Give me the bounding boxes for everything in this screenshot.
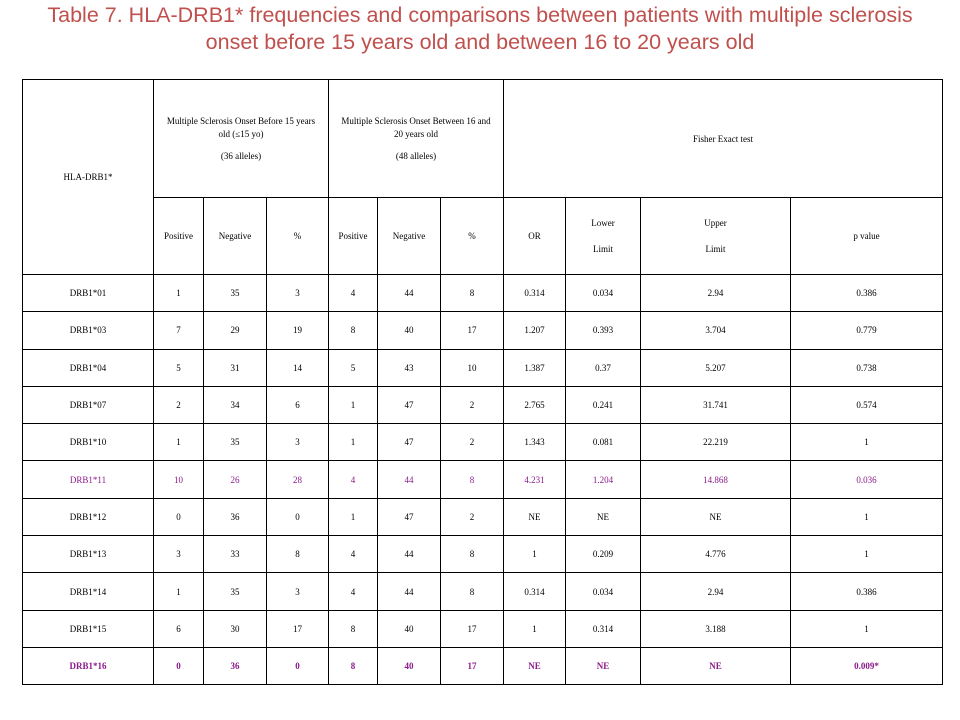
cell-positive-2: 5 — [329, 349, 378, 386]
header-negative-1: Negative — [204, 198, 267, 275]
cell-percent-2: 8 — [441, 275, 504, 312]
cell-allele: DRB1*07 — [23, 386, 154, 423]
cell-positive-2: 4 — [329, 573, 378, 610]
cell-percent-2: 17 — [441, 647, 504, 684]
cell-negative-1: 31 — [204, 349, 267, 386]
cell-negative-1: 34 — [204, 386, 267, 423]
cell-positive-1: 6 — [154, 610, 204, 647]
cell-p-value: 1 — [791, 610, 943, 647]
cell-lower-limit: 0.209 — [566, 536, 641, 573]
header-hla: HLA-DRB1* — [23, 80, 154, 275]
table-row — [23, 573, 943, 610]
cell-positive-2: 8 — [329, 610, 378, 647]
table-body — [23, 275, 943, 685]
cell-negative-2: 44 — [378, 461, 441, 498]
cell-percent-1: 14 — [267, 349, 329, 386]
group2-line3: (48 alleles) — [395, 150, 437, 161]
cell-p-value: 1 — [791, 498, 943, 535]
header-percent-2: % — [441, 198, 504, 275]
cell-or: 2.765 — [504, 386, 566, 423]
upper-limit-line1: Upper — [704, 217, 727, 228]
cell-percent-2: 8 — [441, 461, 504, 498]
cell-or: 1.207 — [504, 312, 566, 349]
table-row — [23, 536, 943, 573]
cell-negative-2: 47 — [378, 498, 441, 535]
cell-lower-limit: 0.241 — [566, 386, 641, 423]
cell-lower-limit: 0.393 — [566, 312, 641, 349]
header-lower-limit — [566, 198, 641, 275]
cell-negative-2: 40 — [378, 610, 441, 647]
cell-or: NE — [504, 647, 566, 684]
cell-allele: DRB1*11 — [23, 461, 154, 498]
cell-lower-limit: 0.37 — [566, 349, 641, 386]
header-group-16-to-20 — [329, 80, 504, 198]
cell-percent-2: 8 — [441, 573, 504, 610]
cell-p-value: 0.036 — [791, 461, 943, 498]
cell-negative-1: 30 — [204, 610, 267, 647]
cell-negative-2: 44 — [378, 536, 441, 573]
header-percent-1: % — [267, 198, 329, 275]
cell-negative-1: 35 — [204, 424, 267, 461]
cell-lower-limit: 0.081 — [566, 424, 641, 461]
cell-upper-limit: 14.868 — [641, 461, 791, 498]
cell-positive-1: 1 — [154, 275, 204, 312]
cell-negative-2: 44 — [378, 573, 441, 610]
cell-positive-1: 2 — [154, 386, 204, 423]
cell-percent-1: 19 — [267, 312, 329, 349]
cell-p-value: 0.009* — [791, 647, 943, 684]
cell-positive-1: 1 — [154, 424, 204, 461]
cell-upper-limit: 5.207 — [641, 349, 791, 386]
cell-positive-2: 4 — [329, 275, 378, 312]
cell-negative-1: 36 — [204, 498, 267, 535]
header-positive-2: Positive — [329, 198, 378, 275]
cell-negative-1: 26 — [204, 461, 267, 498]
cell-allele: DRB1*15 — [23, 610, 154, 647]
cell-upper-limit: 2.94 — [641, 275, 791, 312]
cell-p-value: 1 — [791, 424, 943, 461]
title-line-1: Table 7. HLA-DRB1* frequencies and comparisons between patients with multiple sclerosis — [47, 3, 913, 27]
cell-positive-2: 8 — [329, 647, 378, 684]
cell-p-value: 1 — [791, 536, 943, 573]
header-fisher-exact-test: Fisher Exact test — [504, 80, 943, 198]
cell-or: 0.314 — [504, 573, 566, 610]
group1-line3: (36 alleles) — [220, 150, 262, 161]
cell-or: NE — [504, 498, 566, 535]
cell-percent-2: 2 — [441, 386, 504, 423]
cell-allele: DRB1*01 — [23, 275, 154, 312]
header-upper-limit — [641, 198, 791, 275]
cell-negative-1: 35 — [204, 275, 267, 312]
cell-p-value: 0.386 — [791, 275, 943, 312]
cell-allele: DRB1*03 — [23, 312, 154, 349]
cell-positive-2: 8 — [329, 312, 378, 349]
cell-allele: DRB1*16 — [23, 647, 154, 684]
cell-p-value: 0.386 — [791, 573, 943, 610]
cell-allele: DRB1*10 — [23, 424, 154, 461]
table-row — [23, 647, 943, 684]
table-row — [23, 498, 943, 535]
table-row — [23, 461, 943, 498]
cell-positive-2: 4 — [329, 461, 378, 498]
cell-negative-2: 40 — [378, 312, 441, 349]
cell-negative-2: 47 — [378, 386, 441, 423]
group1-line2: old (≤15 yo) — [218, 128, 264, 139]
cell-positive-2: 1 — [329, 424, 378, 461]
cell-positive-1: 5 — [154, 349, 204, 386]
cell-or: 0.314 — [504, 275, 566, 312]
cell-positive-2: 1 — [329, 386, 378, 423]
cell-positive-1: 0 — [154, 647, 204, 684]
cell-lower-limit: NE — [566, 647, 641, 684]
cell-lower-limit: NE — [566, 498, 641, 535]
cell-percent-1: 6 — [267, 386, 329, 423]
table-row — [23, 275, 943, 312]
group1-line1: Multiple Sclerosis Onset Before 15 years — [166, 115, 316, 126]
table-row — [23, 610, 943, 647]
cell-percent-2: 2 — [441, 424, 504, 461]
cell-positive-1: 0 — [154, 498, 204, 535]
cell-p-value: 0.779 — [791, 312, 943, 349]
cell-positive-1: 1 — [154, 573, 204, 610]
cell-percent-1: 0 — [267, 498, 329, 535]
group2-line1: Multiple Sclerosis Onset Between 16 and — [341, 115, 491, 126]
cell-percent-2: 8 — [441, 536, 504, 573]
cell-upper-limit: NE — [641, 647, 791, 684]
cell-upper-limit: 4.776 — [641, 536, 791, 573]
cell-percent-2: 10 — [441, 349, 504, 386]
cell-or: 1.387 — [504, 349, 566, 386]
cell-percent-1: 8 — [267, 536, 329, 573]
table-row — [23, 386, 943, 423]
cell-percent-1: 3 — [267, 424, 329, 461]
cell-upper-limit: 3.188 — [641, 610, 791, 647]
cell-percent-1: 28 — [267, 461, 329, 498]
cell-allele: DRB1*14 — [23, 573, 154, 610]
cell-upper-limit: 3.704 — [641, 312, 791, 349]
cell-allele: DRB1*12 — [23, 498, 154, 535]
cell-or: 1.343 — [504, 424, 566, 461]
group2-line2: 20 years old — [394, 128, 439, 139]
cell-upper-limit: 31.741 — [641, 386, 791, 423]
lower-limit-line1: Lower — [591, 217, 615, 228]
header-positive-1: Positive — [154, 198, 204, 275]
cell-allele: DRB1*13 — [23, 536, 154, 573]
cell-percent-1: 0 — [267, 647, 329, 684]
header-negative-2: Negative — [378, 198, 441, 275]
cell-percent-1: 3 — [267, 275, 329, 312]
header-group-before-15 — [154, 80, 329, 198]
cell-negative-1: 35 — [204, 573, 267, 610]
cell-p-value: 0.574 — [791, 386, 943, 423]
cell-or: 4.231 — [504, 461, 566, 498]
cell-percent-2: 17 — [441, 610, 504, 647]
header-or: OR — [504, 198, 566, 275]
cell-negative-2: 44 — [378, 275, 441, 312]
header-row-columns — [23, 198, 943, 275]
cell-or: 1 — [504, 610, 566, 647]
title-line-2: onset before 15 years old and between 16 to 20 years old — [205, 30, 755, 54]
cell-percent-2: 2 — [441, 498, 504, 535]
cell-negative-2: 47 — [378, 424, 441, 461]
table-row — [23, 312, 943, 349]
cell-lower-limit: 0.034 — [566, 275, 641, 312]
cell-positive-1: 10 — [154, 461, 204, 498]
cell-upper-limit: 22.219 — [641, 424, 791, 461]
cell-lower-limit: 0.314 — [566, 610, 641, 647]
table-title — [0, 2, 960, 56]
cell-p-value: 0.738 — [791, 349, 943, 386]
cell-percent-1: 3 — [267, 573, 329, 610]
cell-percent-2: 17 — [441, 312, 504, 349]
header-row-groups — [23, 80, 943, 198]
cell-negative-1: 33 — [204, 536, 267, 573]
cell-positive-2: 4 — [329, 536, 378, 573]
table-row — [23, 424, 943, 461]
cell-positive-2: 1 — [329, 498, 378, 535]
cell-percent-1: 17 — [267, 610, 329, 647]
cell-negative-1: 36 — [204, 647, 267, 684]
cell-lower-limit: 1.204 — [566, 461, 641, 498]
cell-positive-1: 7 — [154, 312, 204, 349]
cell-upper-limit: 2.94 — [641, 573, 791, 610]
header-p-value: p value — [791, 198, 943, 275]
cell-negative-2: 40 — [378, 647, 441, 684]
cell-negative-2: 43 — [378, 349, 441, 386]
cell-or: 1 — [504, 536, 566, 573]
cell-lower-limit: 0.034 — [566, 573, 641, 610]
cell-upper-limit: NE — [641, 498, 791, 535]
cell-negative-1: 29 — [204, 312, 267, 349]
cell-positive-1: 3 — [154, 536, 204, 573]
cell-allele: DRB1*04 — [23, 349, 154, 386]
table-row — [23, 349, 943, 386]
hla-frequency-table — [22, 79, 943, 685]
upper-limit-line2: Limit — [705, 243, 726, 254]
lower-limit-line2: Limit — [593, 243, 614, 254]
